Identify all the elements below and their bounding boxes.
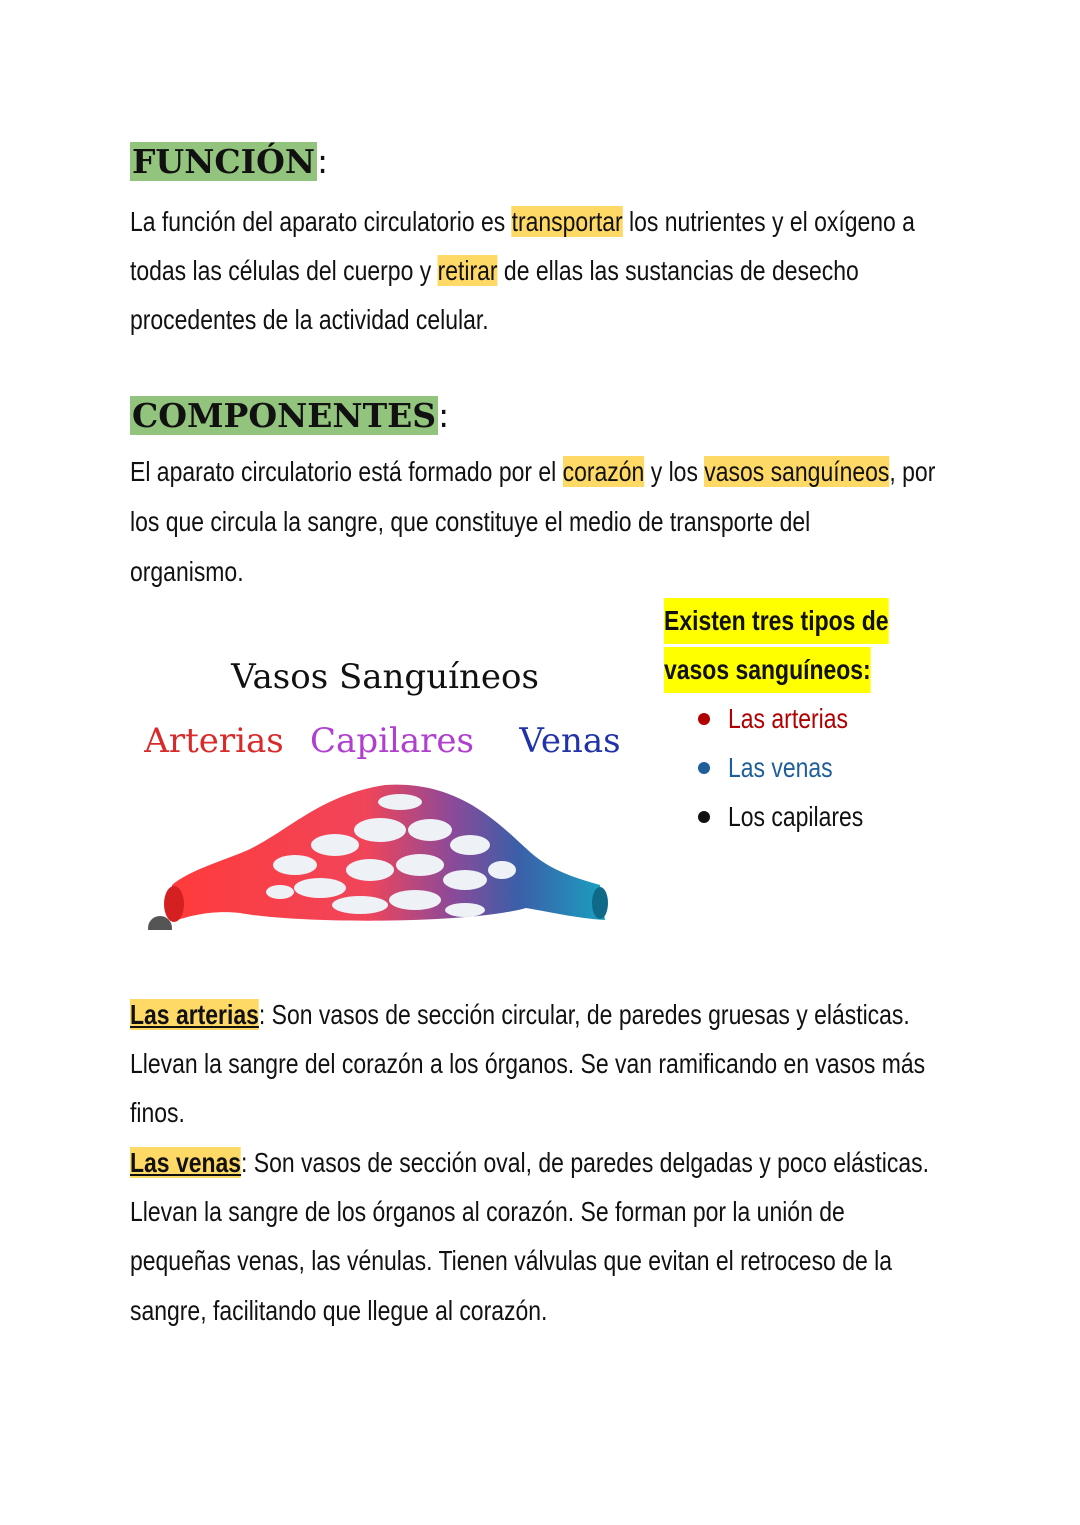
venas-description: Las venas: Son vasos de sección oval, de paredes delgadas y poco elásticas. [130,1147,930,1178]
label-venas: Venas [519,721,621,761]
label-capilares: Capilares [310,721,474,761]
bullet-dot [698,811,710,823]
blood-vessels-diagram [130,630,640,930]
componentes-heading: COMPONENTES: [132,396,450,435]
funcion-heading: FUNCIÓN: [132,142,329,181]
highlight-vasos: vasos sanguíneos [704,456,890,487]
highlight-corazon: corazón [562,456,645,487]
highlight-transportar: transportar [511,206,623,237]
tipos-intro-line-2: vasos sanguíneos: [664,647,871,693]
funcion-title: FUNCIÓN [132,142,315,181]
bullet-dot [698,713,710,725]
term-venas: Las venas [130,1147,242,1178]
list-item: Las venas [698,745,856,791]
list-item: Las arterias [698,696,874,742]
tipos-intro-line-1: Existen tres tipos de [664,598,889,644]
highlight-retirar: retirar [437,255,498,286]
arterias-description: Las arterias: Son vasos de sección circular, de paredes gruesas y elásticas. [130,999,910,1030]
bullet-dot [698,762,710,774]
componentes-title: COMPONENTES [132,396,437,435]
diagram-title: Vasos Sanguíneos [231,657,539,697]
capillary-network-illustration [164,785,608,922]
list-item: Los capilares [698,794,893,840]
term-arterias: Las arterias [130,999,259,1030]
label-arterias: Arterias [144,721,284,761]
